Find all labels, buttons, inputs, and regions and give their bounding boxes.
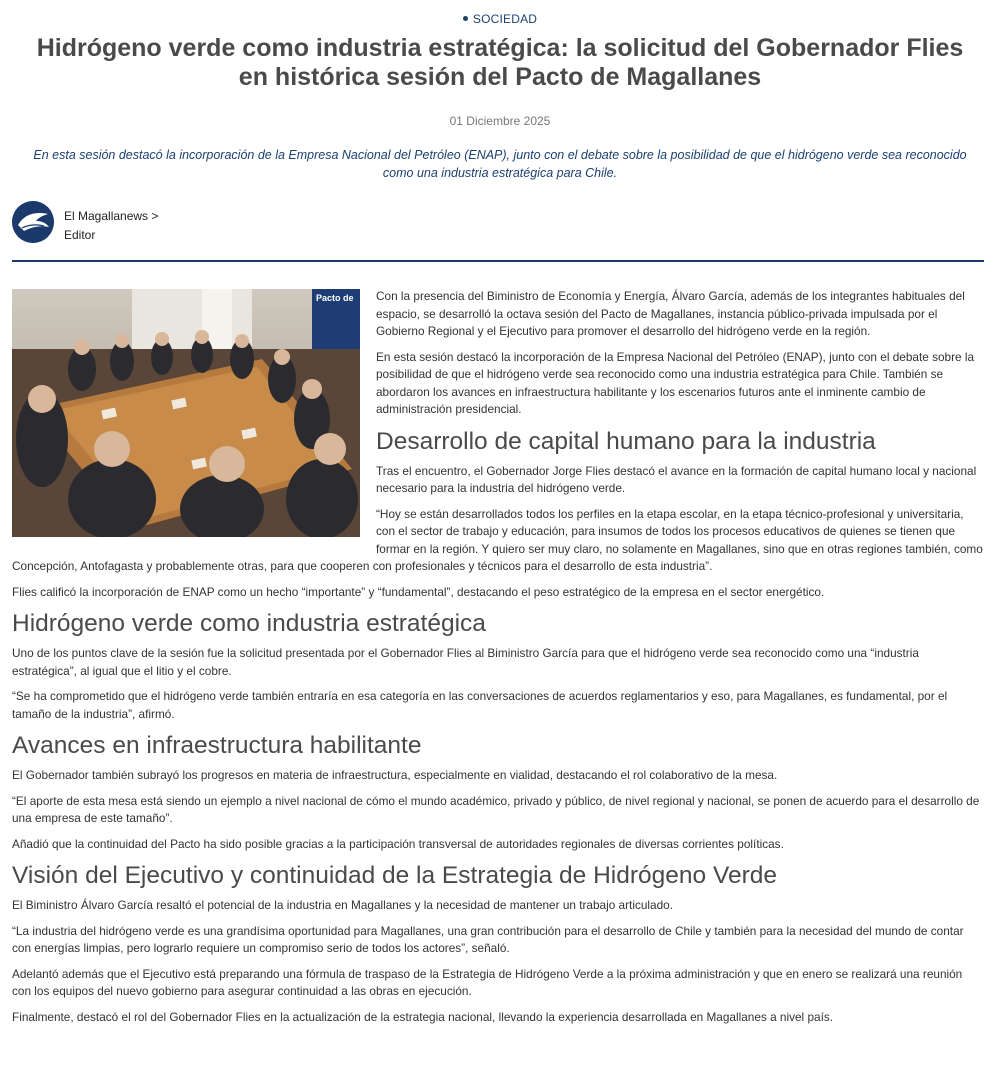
category-text: SOCIEDAD (472, 12, 538, 26)
paragraph: “La industria del hidrógeno verde es una grandísima oportunidad para Magallanes, una gran contribución para el desarrollo de Chile y también para la necesidad del mundo de contar con energías limpias, pero lograrlo requiere un compromiso serio de todos los actores”, señaló. (12, 923, 964, 955)
paragraph: Finalmente, destacó el rol del Gobernador Flies en la actualización de la estrategia nacional, llevando la experiencia desarrollada en Magallanes a nivel país. (12, 1009, 834, 1024)
author-role: Editor (64, 228, 96, 242)
section-heading: Avances en infraestructura habilitante (12, 732, 422, 759)
article-title: Hidrógeno verde como industria estratégica: la solicitud del Gobernador Flies en histórica sesión del Pacto de Magallanes (36, 34, 964, 91)
paragraph: Añadió que la continuidad del Pacto ha sido posible gracias a la participación transversal de autoridades regionales de diversas corrientes políticas. (12, 836, 784, 851)
article-body (12, 288, 984, 1034)
paragraph: “El aporte de esta mesa está siendo un ejemplo a nivel nacional de cómo el mundo académico, privado y público, de nivel regional y nacional, se ponen de acuerdo para el desarrollo de una empresa de este tamaño”. (12, 793, 980, 825)
paragraph: El Gobernador también subrayó los progresos en materia de infraestructura, especialmente en vialidad, destacando el rol colaborativo de la mesa. (12, 768, 778, 782)
paragraph: Tras el encuentro, el Gobernador Jorge Flies destacó el avance en la formación de capital humano local y nacional necesario para la industria del hidrógeno verde. (376, 463, 977, 495)
publish-date: 01 Diciembre 2025 (449, 114, 551, 128)
category-label[interactable] (0, 12, 1000, 26)
paragraph: “Se ha comprometido que el hidrógeno verde también entraría en esa categoría en las conversaciones de acuerdos reglamentarios y eso, para Magallanes, es fundamental, por el tamaño de la industria”, afirmó. (12, 689, 948, 721)
paragraph: “Hoy se están desarrollados todos los perfiles en la etapa escolar, en la etapa técnico-profesional y universitaria, con el sector de trabajo y educación, para insumos de todos los procesos educativos de quienes se tienen que formar en la región. Y quiero ser muy claro, no solamente en Magallanes, sino que en otras regiones también, como Concepción, Antofagasta y probablemente otras, para que cooperen con profesionales y técnicos para el desarrollo de esta industria”. (12, 506, 983, 573)
article-photo[interactable] (12, 289, 360, 537)
paragraph: Flies calificó la incorporación de ENAP como un hecho “importante” y “fundamental”, destacando el peso estratégico de la empresa en el sector energético. (12, 584, 825, 599)
section-heading: Hidrógeno verde como industria estratégica (12, 610, 486, 637)
paragraph: En esta sesión destacó la incorporación de la Empresa Nacional del Petróleo (ENAP), junto con el debate sobre la posibilidad de que el hidrógeno verde sea reconocido como una industria estratégica para Chile. También se abordaron los avances en infraestructura habilitante y los escenarios futuros ante el inminente cambio de administración presidencial. (376, 349, 975, 416)
article-lead: En esta sesión destacó la incorporación de la Empresa Nacional del Petróleo (ENAP), junto con el debate sobre la posibilidad de que el hidrógeno verde sea reconocido como una industria estratégica para Chile. (33, 148, 967, 180)
magallanews-logo-icon (12, 201, 54, 243)
banner-text: Pacto de (316, 293, 354, 303)
header-divider (12, 260, 984, 262)
author-name-link[interactable]: El Magallanews > (64, 209, 159, 223)
paragraph: Uno de los puntos clave de la sesión fue la solicitud presentada por el Gobernador Flies al Biministro García para que el hidrógeno verde sea reconocido como una “industria estratégica”, al igual que el litio y el cobre. (12, 646, 919, 678)
paragraph: Adelantó además que el Ejecutivo está preparando una fórmula de traspaso de la Estrategia de Hidrógeno Verde a la próxima administración y que en enero se realizará una reunión con los equipos del nuevo gobierno para asegurar continuidad a las obras en ejecución. (12, 966, 963, 998)
bullet-dot-icon (463, 16, 468, 21)
paragraph: El Biministro Álvaro García resaltó el potencial de la industria en Magallanes y la necesidad de mantener un trabajo articulado. (12, 898, 673, 912)
meeting-photo-image (12, 289, 360, 537)
author-avatar[interactable] (12, 201, 54, 243)
section-heading: Visión del Ejecutivo y continuidad de la Estrategia de Hidrógeno Verde (12, 862, 777, 889)
section-heading: Desarrollo de capital humano para la industria (376, 427, 876, 455)
paragraph: Con la presencia del Biministro de Economía y Energía, Álvaro García, además de los integrantes habituales del espacio, se desarrolló la octava sesión del Pacto de Magallanes, instancia público-privada impulsada por el Gobierno Regional y el Ejecutivo para promover el desarrollo del hidrógeno verde en la región. (376, 289, 965, 338)
